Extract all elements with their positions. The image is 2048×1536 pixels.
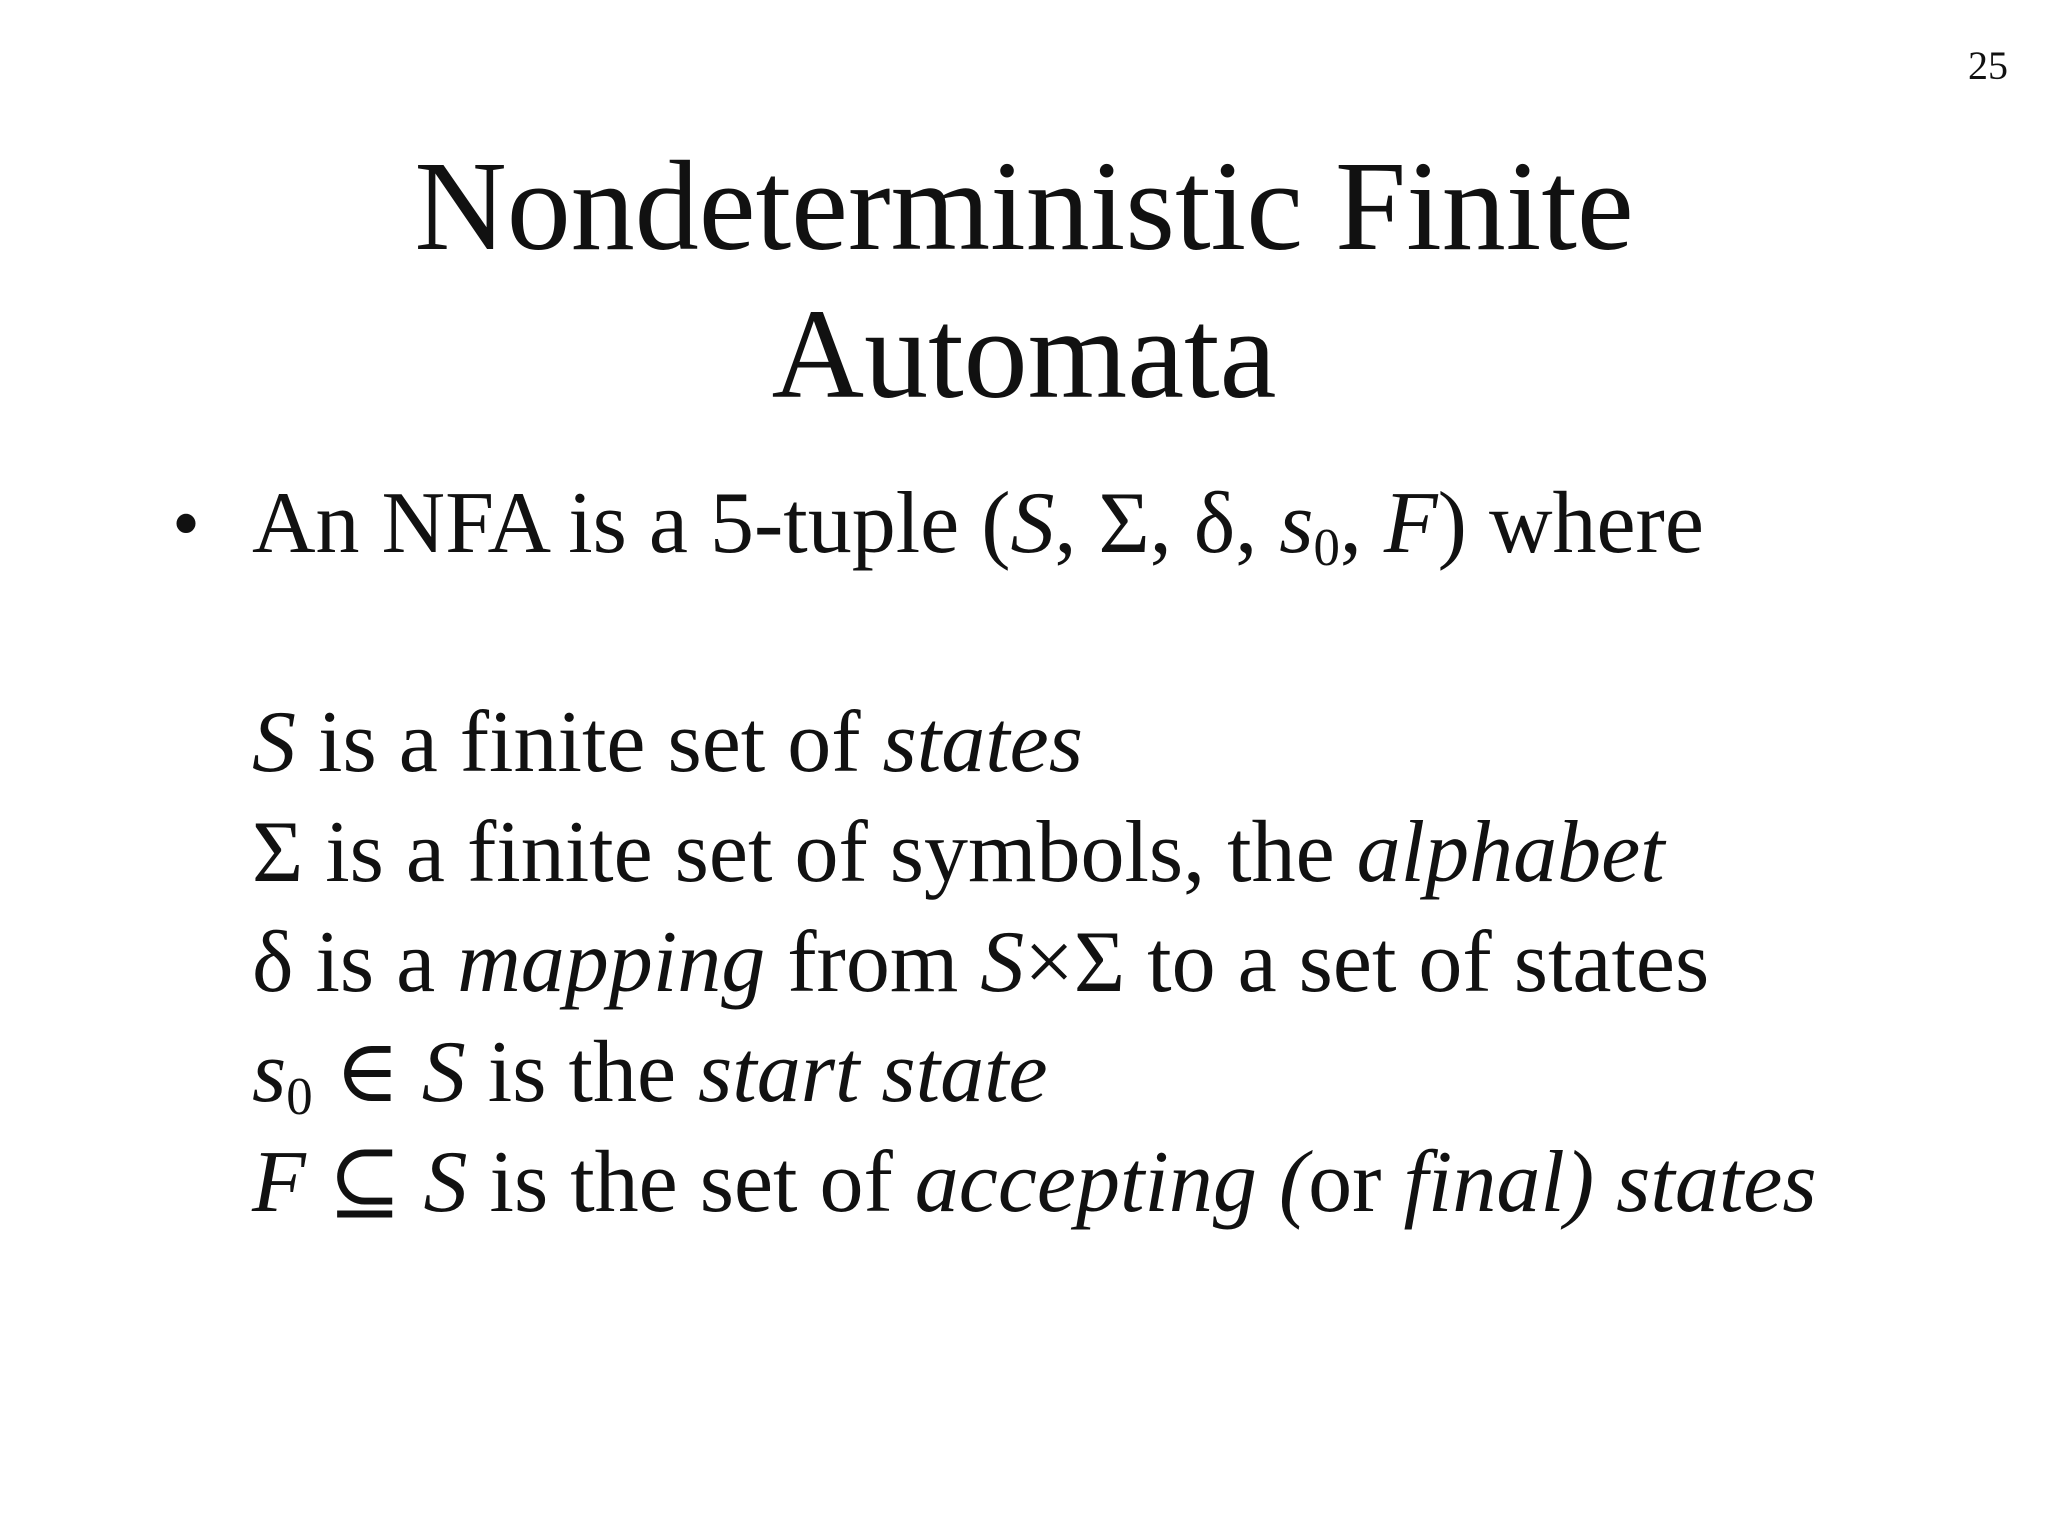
definition-text: or [1308, 1134, 1404, 1231]
var-S: S [421, 1024, 466, 1121]
var-S: S [252, 694, 296, 791]
definition-text: ×Σ to a set of states [1024, 914, 1710, 1011]
var-S: S [980, 914, 1025, 1011]
definition-term: mapping [457, 914, 766, 1011]
var-S: S [1010, 475, 1055, 572]
definition-term: accepting ( [914, 1134, 1309, 1231]
definition-text: is the [465, 1024, 698, 1121]
var-F: F [252, 1134, 306, 1231]
bullet-text-part: ) where [1437, 475, 1704, 572]
var-s: s [1279, 475, 1314, 572]
definition-text: δ is a [252, 914, 458, 1011]
title-line-1: Nondeterministic Finite [414, 135, 1634, 277]
subscript-0: 0 [286, 1068, 313, 1127]
definition-text: ⊆ [305, 1134, 424, 1231]
var-s: s [252, 1024, 287, 1121]
definition-start-state [252, 1018, 1817, 1128]
definition-term: alphabet [1356, 804, 1665, 901]
definition-list [252, 688, 1817, 1238]
bullet-text-part: An NFA is a 5-tuple ( [252, 475, 1011, 572]
definition-accepting-states [252, 1128, 1817, 1238]
definition-term: final) states [1403, 1134, 1817, 1231]
bullet-text-part: , [1339, 475, 1384, 572]
bullet-icon: • [172, 480, 201, 568]
page-number: 25 [1968, 43, 2008, 88]
definition-alphabet [252, 798, 1817, 908]
slide-title [0, 132, 2048, 428]
definition-term: states [882, 694, 1083, 791]
title-line-2: Automata [771, 283, 1277, 425]
var-S: S [423, 1134, 468, 1231]
definition-text: ∈ [312, 1024, 422, 1121]
definition-text: is a finite set of [296, 694, 883, 791]
bullet-text-part: , Σ, δ, [1054, 475, 1280, 572]
definition-term: start state [698, 1024, 1048, 1121]
definition-text: Σ is a finite set of symbols, the [252, 804, 1357, 901]
subscript-0: 0 [1313, 519, 1340, 578]
bullet-text [252, 472, 1704, 576]
definition-text: is the set of [467, 1134, 915, 1231]
definition-mapping [252, 908, 1817, 1018]
var-F: F [1383, 475, 1438, 572]
definition-text: from [765, 914, 981, 1011]
definition-states [252, 688, 1817, 798]
